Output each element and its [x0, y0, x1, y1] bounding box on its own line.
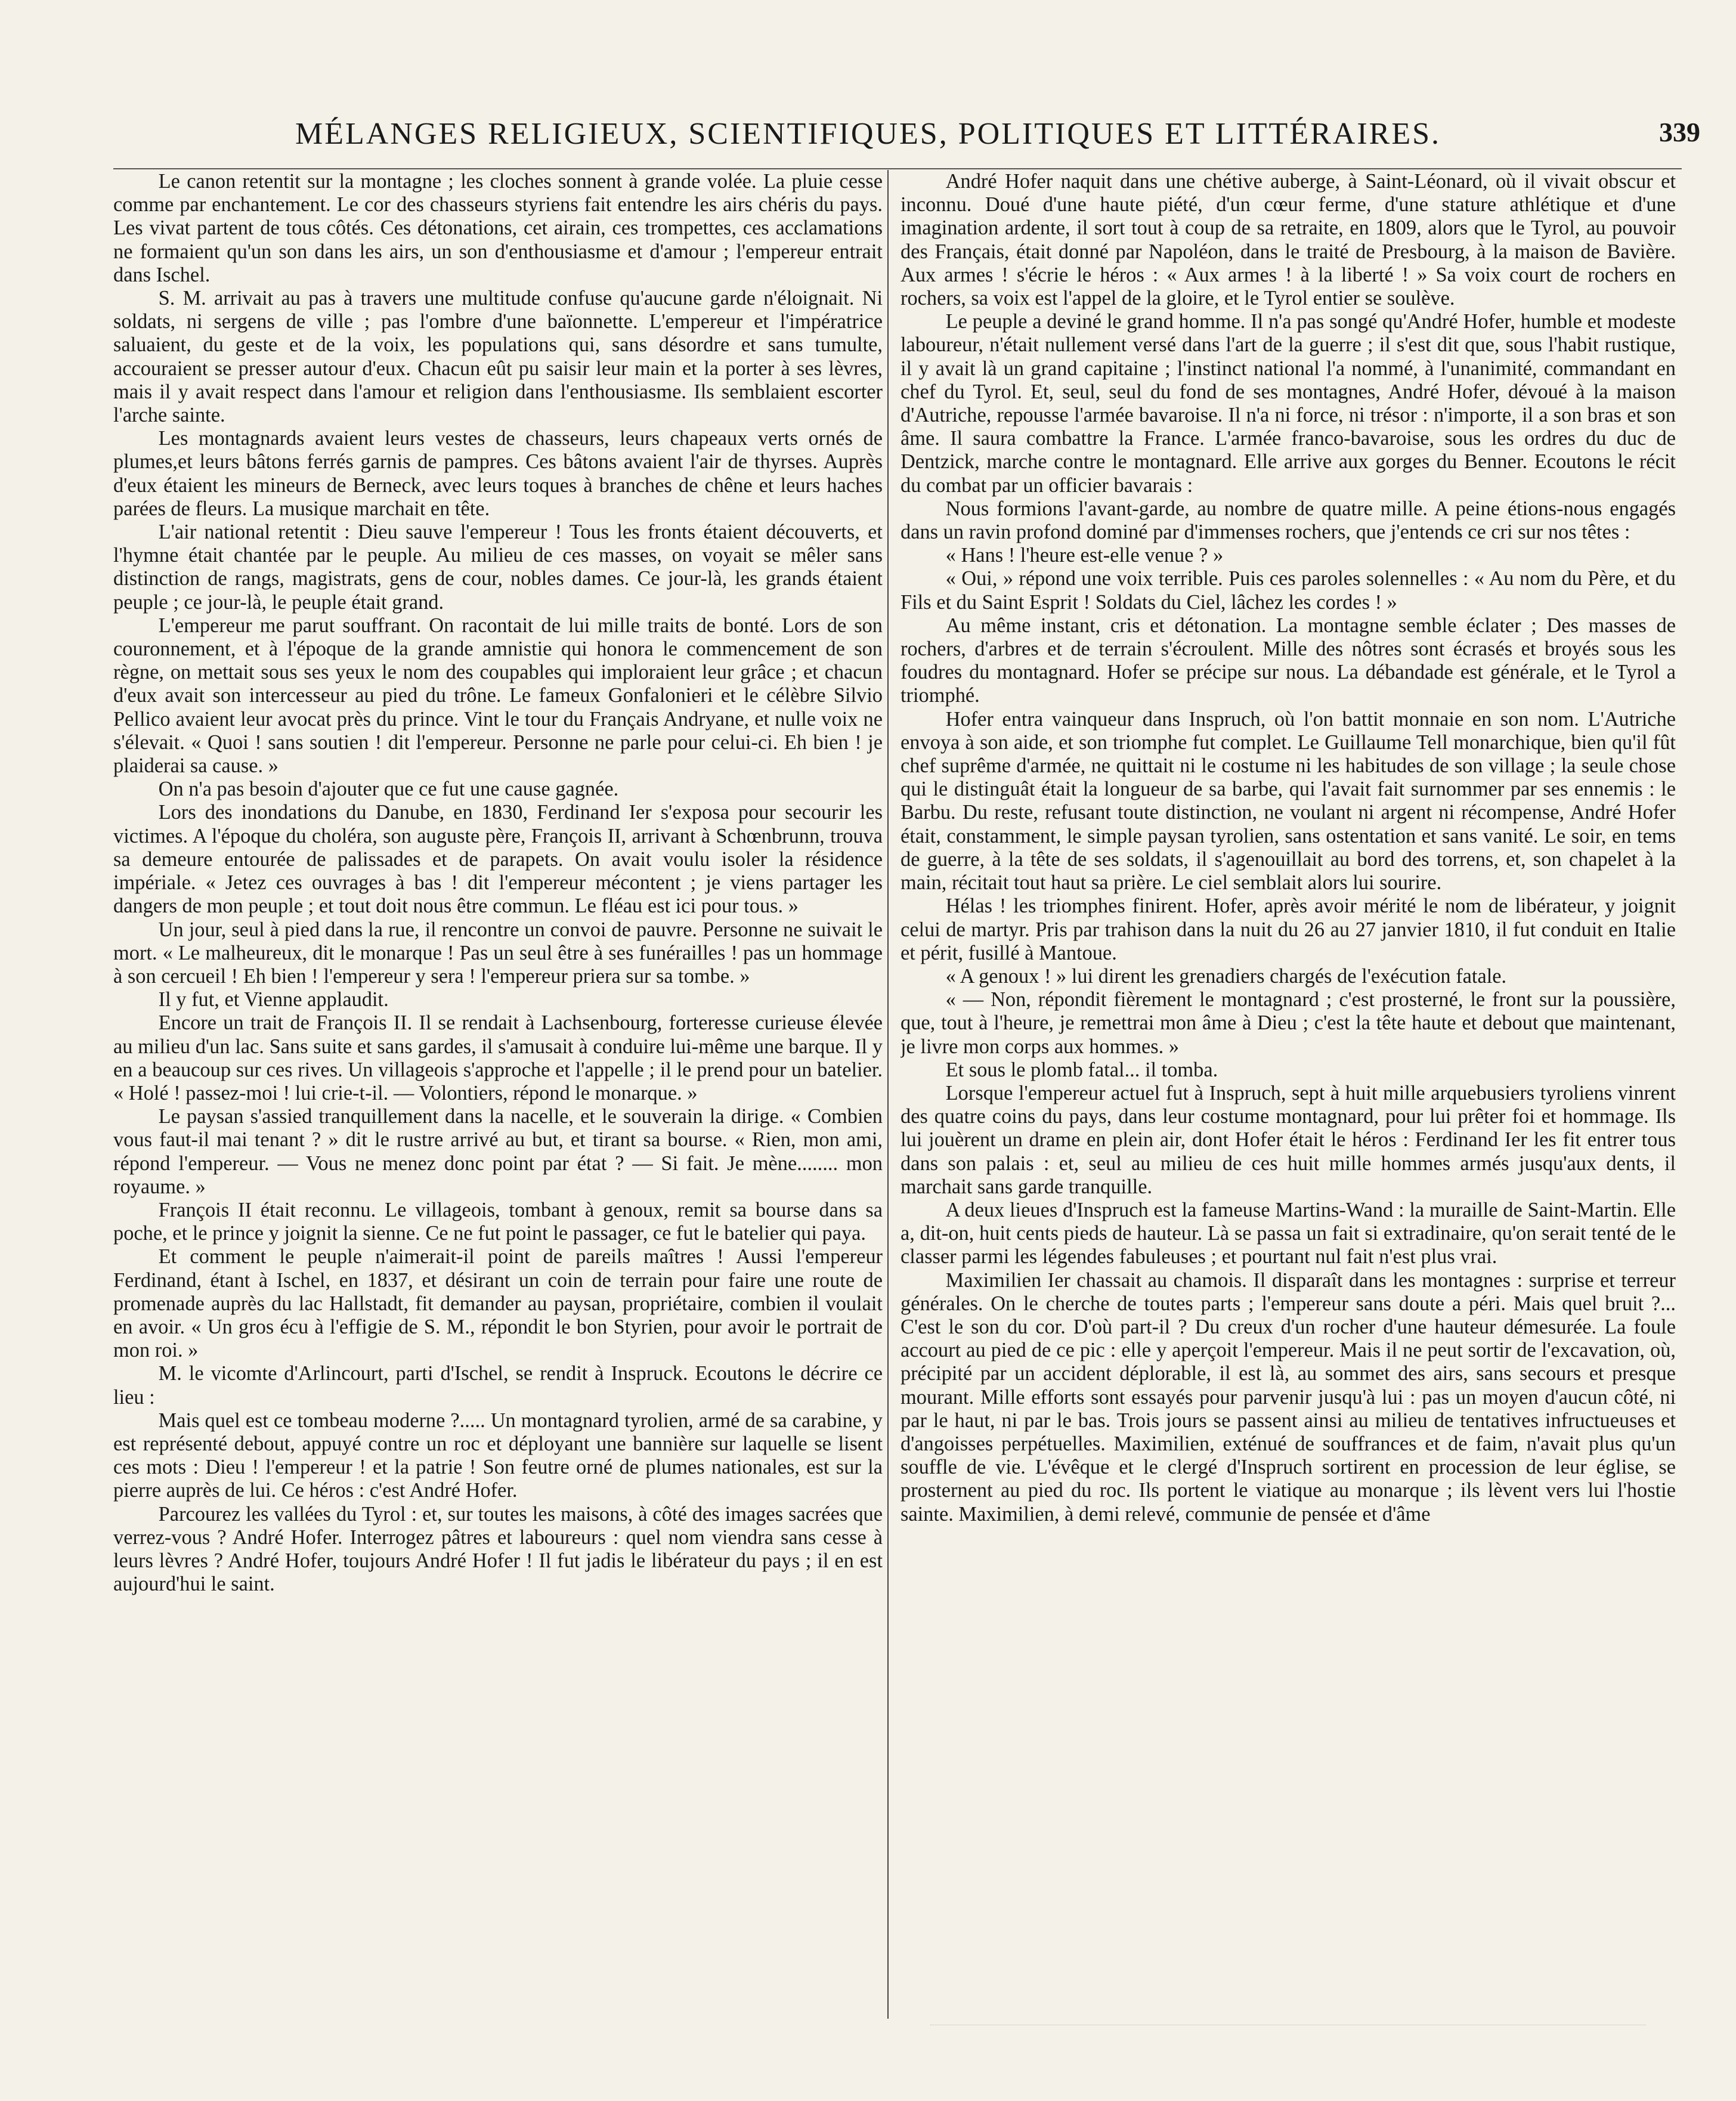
- right-column: [901, 170, 1676, 2025]
- paragraph: Nous formions l'avant-garde, au nombre de quatre mille. A peine étions-nous engagés dans un ravin profond dominé par d'immenses rochers, que j'entends ce cri sur nos têtes :: [901, 497, 1676, 544]
- paragraph: Mais quel est ce tombeau moderne ?..... Un montagnard tyrolien, armé de sa carabine, y est représenté debout, appuyé contre un roc et déployant une bannière sur laquelle se lisent ces mots : Dieu ! l'empereur ! et la patrie ! Son feutre orné de plumes nationales, est sur la pierre auprès de lui. Ce héros : c'est André Hofer.: [113, 1409, 883, 1502]
- page-number: 339: [1659, 117, 1700, 147]
- paragraph: Lorsque l'empereur actuel fut à Inspruch, sept à huit mille arquebusiers tyroliens vinrent des quatre coins du pays, dans leur costume montagnard, pour lui prêter foi et hommage. Ils lui jouèrent un drame en plein air, dont Hofer était le héros : Ferdinand Ier les fit entrer tous dans son palais : et, seul au milieu de ces huit mille hommes armés jusqu'aux dents, il marchait sans garde tranquille.: [901, 1081, 1676, 1198]
- paragraph: On n'a pas besoin d'ajouter que ce fut une cause gagnée.: [158, 778, 619, 801]
- paragraph: « Hans ! l'heure est-elle venue ? »: [945, 544, 1224, 567]
- paragraph: L'empereur me parut souffrant. On racontait de lui mille traits de bonté. Lors de son couronnement, et à l'époque de la grande amnistie qui honora le commencement de son règne, on mettait sous ses yeux le nom des coupables qui imploraient leur grâce ; et chacun d'eux avait son intercesseur au pied du trône. Le fameux Gonfalonieri et le célèbre Silvio Pellico avaient leur avocat près du prince. Vint le tour du Français Andryane, et nulle voix ne s'élevait. « Quoi ! sans soutien ! dit l'empereur. Personne ne parle pour celui-ci. Eh bien ! je plaiderai sa cause. »: [113, 614, 883, 778]
- running-title: MÉLANGES RELIGIEUX, SCIENTIFIQUES, POLITIQUES ET LITTÉRAIRES.: [295, 117, 1441, 151]
- paragraph: François II était reconnu. Le villageois, tombant à genoux, remit sa bourse dans sa poche, et le prince y joignit la sienne. Ce ne fut point le passager, ce fut le batelier qui paya.: [113, 1198, 883, 1245]
- paragraph: A deux lieues d'Inspruch est la fameuse Martins-Wand : la muraille de Saint-Martin. Elle a, dit-on, huit cents pieds de hauteur. Là se passa un fait si extradinaire, qu'on serait tenté de le classer parmi les légendes fabuleuses ; et pourtant nul fait n'est plus vrai.: [901, 1198, 1676, 1268]
- page-header: [0, 116, 1736, 164]
- paragraph: Hélas ! les triomphes finirent. Hofer, après avoir mérité le nom de libérateur, y joignit celui de martyr. Pris par trahison dans la nuit du 26 au 27 janvier 1810, il fut conduit en Italie et périt, fusillé à Mantoue.: [901, 895, 1676, 964]
- paragraph: Hofer entra vainqueur dans Inspruch, où l'on battit monnaie en son nom. L'Autriche envoya à son aide, et son triomphe fut complet. Le Guillaume Tell monarchique, bien qu'il fût chef suprême d'armée, ne quittait ni le costume ni les habitudes de son village ; la seule chose qui le distinguât était la longueur de sa barbe, qui l'avait fait surnommer par ses ennemis : le Barbu. Du reste, refusant toute distinction, ne voulant ni argent ni récompense, André Hofer était, constamment, le simple paysan tyrolien, sans ostentation et sans vanité. Le soir, en tems de guerre, à la tête de ses soldats, il s'agenouillait au bord des torrens, et, son chapelet à la main, récitait tout haut sa prière. Le ciel semblait alors lui sourire.: [901, 707, 1676, 895]
- paragraph: M. le vicomte d'Arlincourt, parti d'Ischel, se rendit à Inspruck. Ecoutons le décrire ce lieu :: [113, 1362, 883, 1409]
- paragraph: Maximilien Ier chassait au chamois. Il disparaît dans les montagnes : surprise et terreur générales. On le cherche de toutes parts ; l'empereur sans doute a péri. Mais quel bruit ?... C'est le son du cor. D'où part-il ? Du creux d'un rocher d'une hauteur démesurée. La foule accourt au pied de ce pic : elle y aperçoit l'empereur. Mais il ne peut sortir de l'excavation, où, précipité par un accident déplorable, il est là, au sommet des airs, sans secours et presque mourant. Mille efforts sont essayés pour parvenir jusqu'à lui : pas un moyen d'aucun côté, ni par le haut, ni par le bas. Trois jours se passent ainsi au milieu de tentatives infructueuses et d'angoisses perpétuelles. Maximilien, exténué de souffrances et de faim, n'avait plus qu'un souffle de vie. L'évêque et le clergé d'Inspruch sortirent en procession de leur église, se prosternent au pied du roc. Ils portent le viatique au monarque ; ils lèvent vers lui l'hostie sainte. Maximilien, à demi relevé, communie de pensée et d'âme: [901, 1268, 1676, 1526]
- paragraph: André Hofer naquit dans une chétive auberge, à Saint-Léonard, où il vivait obscur et inconnu. Doué d'une haute piété, d'un cœur ferme, d'une stature athlétique et d'une imagination ardente, il sort tout à coup de sa retraite, en 1809, alors que le Tyrol, au pouvoir des Français, était donné par Napoléon, dans le traité de Presbourg, à la maison de Bavière. Aux armes ! s'écrie le héros : « Aux armes ! à la liberté ! » Sa voix court de rochers en rochers, sa voix est l'appel de la gloire, et le Tyrol entier se soulève.: [901, 170, 1676, 310]
- paragraph: Un jour, seul à pied dans la rue, il rencontre un convoi de pauvre. Personne ne suivait le mort. « Le malheureux, dit le monarque ! Pas un seul être à ses funérailles ! pas un hommage à son cercueil ! Eh bien ! l'empereur y sera ! l'empereur priera sur sa tombe. »: [113, 918, 883, 988]
- paragraph: Lors des inondations du Danube, en 1830, Ferdinand Ier s'exposa pour secourir les victimes. A l'époque du choléra, son auguste père, François II, arrivant à Schœnbrunn, trouva sa demeure entourée de palissades et de parapets. On avait voulu isoler la résidence impériale. « Jetez ces ouvrages à bas ! dit l'empereur mécontent ; je viens partager les dangers de mon peuple ; et tout doit nous être commun. Le fléau est ici pour tous. »: [113, 801, 883, 918]
- paragraph: S. M. arrivait au pas à travers une multitude confuse qu'aucune garde n'éloignait. Ni soldats, ni sergens de ville ; pas l'ombre d'une baïonnette. L'empereur et l'impératrice saluaient, du geste et de la voix, les populations qui, sans désordre et sans tumulte, accouraient se presser autour d'eux. Chacun eût pu saisir leur main et la porter à ses lèvres, mais il y avait respect dans l'amour et religion dans l'enthousiasme. Ils semblaient escorter l'arche sainte.: [113, 287, 883, 427]
- paragraph: Le paysan s'assied tranquillement dans la nacelle, et le souverain la dirige. « Combien vous faut-il mai tenant ? » dit le rustre arrivé au but, et tirant sa bourse. « Rien, mon ami, répond l'empereur. — Vous ne menez donc point par état ? — Si fait. Je mène........ mon royaume. »: [113, 1105, 883, 1198]
- paragraph: Le canon retentit sur la montagne ; les cloches sonnent à grande volée. La pluie cesse comme par enchantement. Le cor des chasseurs styriens fait entendre les airs chéris du pays. Les vivat partent de tous côtés. Ces détonations, cet airain, ces trompettes, ces acclamations ne formaient qu'un son dans les airs, un son d'enthousiasme et d'amour ; l'empereur entrait dans Ischel.: [113, 170, 883, 286]
- header-rule: [113, 168, 1682, 169]
- paragraph: Les montagnards avaient leurs vestes de chasseurs, leurs chapeaux verts ornés de plumes,et leurs bâtons ferrés garnis de pampres. Ces bâtons avaient l'air de thyrses. Auprès d'eux étaient les mineurs de Berneck, avec leurs toques à branches de chêne et leurs haches parées de fleurs. La musique marchait en tête.: [113, 427, 883, 520]
- paragraph: Parcourez les vallées du Tyrol : et, sur toutes les maisons, à côté des images sacrées que verrez-vous ? André Hofer. Interrogez pâtres et laboureurs : quel nom viendra sans cesse à leurs lèvres ? André Hofer, toujours André Hofer ! Il fut jadis le libérateur du pays ; il en est aujourd'hui le saint.: [113, 1502, 883, 1596]
- column-divider: [887, 170, 889, 2019]
- paragraph: Et sous le plomb fatal... il tomba.: [945, 1058, 1218, 1081]
- paragraph: « — Non, répondit fièrement le montagnard ; c'est prosterné, le front sur la poussière, que, tout à l'heure, je remettrai mon âme à Dieu ; c'est la tête haute et debout que maintenant, je livre mon corps aux hommes. »: [901, 988, 1676, 1058]
- paragraph: Et comment le peuple n'aimerait-il point de pareils maîtres ! Aussi l'empereur Ferdinand, étant à Ischel, en 1837, et désirant un coin de terrain pour faire une route de promenade auprès du lac Hallstadt, fit demander au paysan, propriétaire, combien il voulait en avoir. « Un gros écu à l'effigie de S. M., répondit le bon Styrien, pour avoir le portrait de mon roi. »: [113, 1245, 883, 1362]
- paragraph: Au même instant, cris et détonation. La montagne semble éclater ; Des masses de rochers, d'arbres et de terrain s'écroulent. Mille des nôtres sont écrasés et broyés sous les foudres du montagnard. Hofer se précipe sur nous. La débandade est générale, et le Tyrol a triomphé.: [901, 614, 1676, 707]
- paragraph: « Oui, » répond une voix terrible. Puis ces paroles solennelles : « Au nom du Père, et du Fils et du Saint Esprit ! Soldats du Ciel, lâchez les cordes ! »: [901, 567, 1676, 614]
- paragraph: Le peuple a deviné le grand homme. Il n'a pas songé qu'André Hofer, humble et modeste laboureur, n'était nullement versé dans l'art de la guerre ; il s'est dit que, sous l'habit rustique, il y avait là un grand capitaine ; l'instinct national l'a nommé, à l'unanimité, commandant en chef du Tyrol. Et, seul, seul du fond de ses montagnes, André Hofer, dévoué à la maison d'Autriche, repousse l'armée bavaroise. Il n'a ni force, ni trésor : n'importe, il a son bras et son âme. Il saura combattre la France. L'armée franco-bavaroise, sous les ordres du duc de Dentzick, marche contre le montagnard. Elle arrive aux gorges du Benner. Ecoutons le récit du combat par un officier bavarais :: [901, 310, 1676, 497]
- paragraph: Encore un trait de François II. Il se rendait à Lachsenbourg, forteresse curieuse élevée au milieu d'un lac. Sans suite et sans gardes, il s'amusait à conduire lui-même une barque. Il y en a beaucoup sur ces rives. Un villageois s'approche et l'appelle ; il le prend pour un batelier. « Holé ! passez-moi ! lui crie-t-il. — Volontiers, répond le monarque. »: [113, 1011, 883, 1104]
- paragraph: Il y fut, et Vienne applaudit.: [158, 988, 389, 1011]
- paragraph: L'air national retentit : Dieu sauve l'empereur ! Tous les fronts étaient découverts, et l'hymne était chantée par le peuple. Au milieu de ces masses, on voyait se mêler sans distinction de rangs, magistrats, gens de cour, nobles dames. Ce jour-là, les grands étaient peuple ; ce jour-là, le peuple était grand.: [113, 521, 883, 614]
- left-column: [113, 170, 883, 2025]
- paragraph: « A genoux ! » lui dirent les grenadiers chargés de l'exécution fatale.: [945, 964, 1507, 988]
